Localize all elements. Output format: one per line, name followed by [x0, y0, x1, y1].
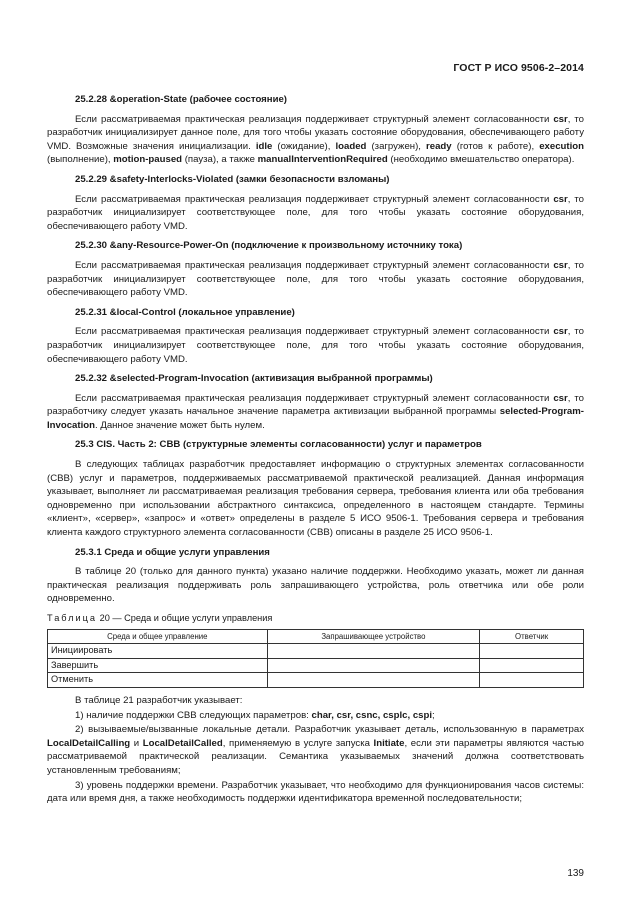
list-item-2: 2) вызываемые/вызванные локальные детали. Разработчик указывает деталь, использованную в параметрах LocalDetailCalling и LocalDetailCalled, применяемую в услуге запуска Initiate, если эти параметры являются частью рассматриваемой практической реализации. Семантика указываемых значений должна соответствовать установленным требованиям; [47, 724, 584, 776]
column-header: Среда и общее управление [48, 629, 268, 644]
table-cell [267, 658, 480, 673]
table-cell [480, 644, 584, 659]
section-25-3-text: В следующих таблицах разработчик предоставляет информацию о структурных элементах согласованности (CBB) услуг и параметров, поддерживаемых рассматриваемой практической реализацией. Данная информация указывает, выполняет ли рассматриваемая реализация требования сервера, требования клиента или оба требования одновременно при использовании абстрактного синтаксиса, определенного в настоящем стандарте. Термины «клиент», «сервер», «запрос» и «ответ» определены в разделе 5 ИСО 9506-1. Требования сервера и требования клиента каждого структурного элемента согласованности (CBB) описаны в разделе 25 ИСО 9506-1. [47, 459, 584, 539]
section-25-3-1-text: В таблице 20 (только для данного пункта) указано наличие поддержки. Необходимо указать, может ли данная практическая реализация поддерживать роль запрашивающего устройства, роль ответчика или обе роли одновременно. [47, 566, 584, 605]
section-25-2-29-title: 25.2.29 &safety-Interlocks-Violated (замки безопасности взломаны) [75, 173, 390, 185]
table-header-row [48, 629, 584, 644]
table-row [48, 658, 584, 673]
table-21-intro: В таблице 21 разработчик указывает: [75, 694, 243, 706]
section-25-2-30-text: Если рассматриваемая практическая реализация поддерживает структурный элемент согласованности csr, то разработчик инициализирует соответствующее поле, для того чтобы указать состояние оборудования, обеспечивающего работу VMD. [47, 259, 584, 299]
section-25-2-28-text: Если рассматриваемая практическая реализация поддерживает структурный элемент согласованности csr, то разработчик инициализирует данное поле, для того чтобы указать состояние оборудования, обеспечивающего работу VMD. Возможные значения инициализации. idle (ожидание), loaded (загружен), ready (готов к работе), execution (выполнение), motion-paused (пауза), а также manualInterventionRequired (необходимо вмешательство оператора). [47, 113, 584, 166]
section-25-2-31-text: Если рассматриваемая практическая реализация поддерживает структурный элемент согласованности csr, то разработчик инициализирует соответствующее поле, для того чтобы указать состояние оборудования, обеспечивающего работу VMD. [47, 326, 584, 365]
table-row [48, 673, 584, 688]
section-25-2-32-text: Если рассматриваемая практическая реализация поддерживает структурный элемент согласованности csr, то разработчику следует указать начальное значение параметра активизации выбранной программы selected-Program-Invocation. Данное значение может быть нулем. [47, 392, 584, 431]
column-header: Запрашивающее устройство [267, 629, 480, 644]
section-25-2-29-text: Если рассматриваемая практическая реализация поддерживает структурный элемент согласованности csr, то разработчик инициализирует соответствующее поле, для того чтобы указать состояние оборудования, обеспечивающего работу VMD. [47, 193, 584, 232]
table-cell [267, 644, 480, 659]
section-25-3-title: 25.3 CIS. Часть 2: CBB (структурные элементы согласованности) услуг и параметров [75, 439, 482, 451]
table-cell [267, 673, 480, 688]
table-cell: Отменить [48, 673, 268, 688]
table-cell: Инициировать [48, 644, 268, 659]
table-cell: Завершить [48, 658, 268, 673]
section-25-2-31-title: 25.2.31 &local-Control (локальное управление) [75, 306, 295, 318]
standard-header: ГОСТ Р ИСО 9506-2–2014 [453, 62, 584, 74]
page-number: 139 [567, 868, 584, 879]
table-cell [480, 673, 584, 688]
page-content [47, 90, 584, 810]
table-cell [480, 658, 584, 673]
section-25-2-28-title: 25.2.28 &operation-State (рабочее состояние) [75, 94, 288, 105]
table-caption: Таблица 20 — Среда и общие услуги управления [47, 613, 273, 623]
column-header: Ответчик [480, 629, 584, 644]
list-item-3: 3) уровень поддержки времени. Разработчик указывает, что необходимо для функционирования часов системы: дата или время дня, а также необходимость поддержки идентификатора временной последовательности; [47, 779, 584, 805]
section-25-3-1-title: 25.3.1 Среда и общие услуги управления [75, 546, 270, 558]
list-item-1: 1) наличие поддержки CBB следующих параметров: char, csr, csnc, csplc, cspi; [75, 709, 435, 721]
table-row [48, 644, 584, 659]
table-20 [47, 629, 584, 688]
section-25-2-30-title: 25.2.30 &any-Resource-Power-On (подключение к произвольному источнику тока) [75, 240, 463, 252]
section-25-2-32-title: 25.2.32 &selected-Program-Invocation (активизация выбранной программы) [75, 373, 433, 385]
